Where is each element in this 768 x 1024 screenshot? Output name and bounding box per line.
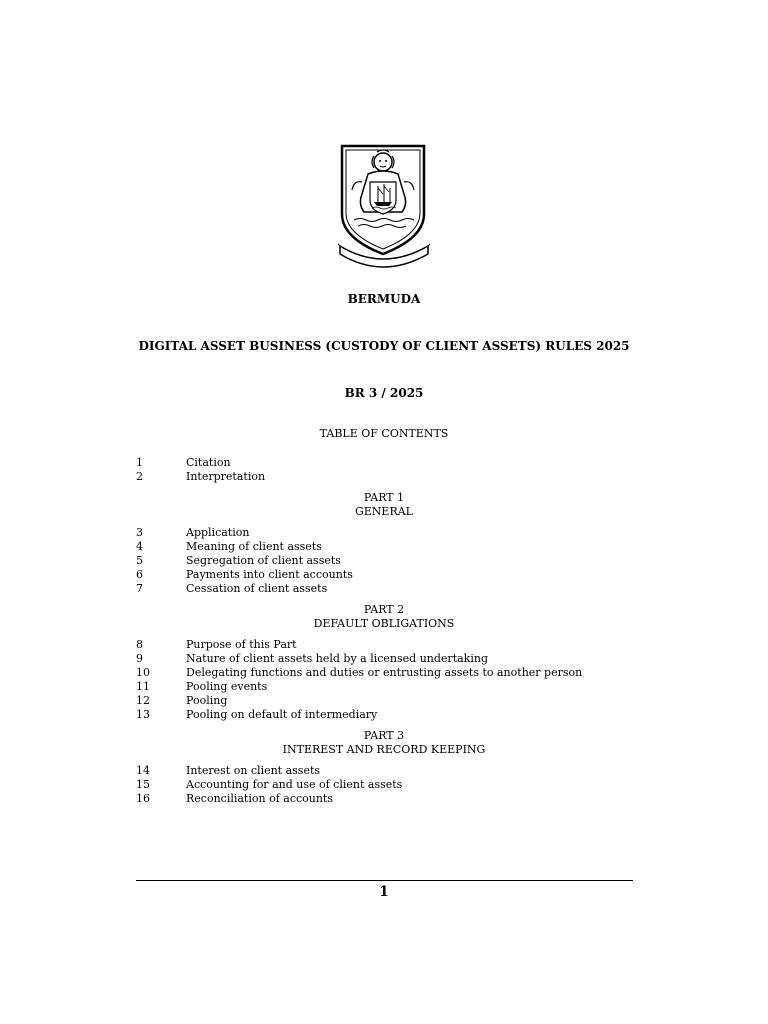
document-title: DIGITAL ASSET BUSINESS (CUSTODY OF CLIENT ASSETS) RULES 2025 [138, 339, 630, 353]
part-2-name: DEFAULT OBLIGATIONS [313, 617, 455, 630]
toc-entry-number: 13 [136, 708, 150, 721]
toc-entry-title: Accounting for and use of client assets [186, 778, 403, 791]
toc-entry-number: 7 [136, 582, 143, 595]
toc-entry-title: Segregation of client assets [186, 554, 341, 567]
toc-entry-title: Pooling [186, 694, 228, 707]
toc-entry-number: 12 [136, 694, 150, 707]
bermuda-coat-of-arms-icon [338, 142, 430, 268]
part-1-name: GENERAL [354, 505, 413, 518]
toc-entry-title: Meaning of client assets [186, 540, 322, 553]
toc-entry-number: 16 [136, 792, 150, 805]
toc-entry[interactable] [0, 666, 768, 680]
toc-entry-number: 8 [136, 638, 143, 651]
part-1-label: PART 1 [363, 491, 405, 504]
toc-entry-number: 14 [136, 764, 150, 777]
toc-entry[interactable] [0, 708, 768, 722]
toc-entry[interactable] [0, 680, 768, 694]
toc-entry-number: 9 [136, 652, 143, 665]
country-name: BERMUDA [347, 292, 421, 306]
toc-entry-number: 3 [136, 526, 143, 539]
part-3-label: PART 3 [363, 729, 405, 742]
toc-entry-title: Application [186, 526, 250, 539]
toc-entry[interactable] [0, 764, 768, 778]
toc-entry-number: 10 [136, 666, 150, 679]
toc-entry[interactable] [0, 582, 768, 596]
page-number: 1 [379, 884, 389, 900]
toc-entry[interactable] [0, 638, 768, 652]
toc-entry-number: 4 [136, 540, 143, 553]
statutory-reference: BR 3 / 2025 [344, 386, 424, 400]
toc-entry[interactable] [0, 694, 768, 708]
toc-entry-title: Payments into client accounts [186, 568, 353, 581]
table-of-contents-heading: TABLE OF CONTENTS [319, 427, 449, 440]
toc-entry-number: 15 [136, 778, 150, 791]
toc-entry[interactable] [0, 778, 768, 792]
toc-entry-number: 11 [136, 680, 150, 693]
toc-entry[interactable] [0, 792, 768, 806]
toc-entry-number: 6 [136, 568, 143, 581]
toc-entry-title: Cessation of client assets [186, 582, 328, 595]
footer-divider [136, 880, 633, 881]
toc-entry-title: Pooling events [186, 680, 268, 693]
part-3-name: INTEREST AND RECORD KEEPING [282, 743, 486, 756]
toc-entry-title: Citation [186, 456, 231, 469]
toc-entry-title: Interest on client assets [186, 764, 321, 777]
toc-entry[interactable] [0, 554, 768, 568]
toc-entry-title: Purpose of this Part [186, 638, 297, 651]
toc-entry-title: Interpretation [186, 470, 266, 483]
toc-entry[interactable] [0, 568, 768, 582]
toc-entry[interactable] [0, 652, 768, 666]
toc-entry-title: Nature of client assets held by a licensed undertaking [186, 652, 488, 665]
toc-entry-number: 5 [136, 554, 143, 567]
toc-entry[interactable] [0, 470, 768, 484]
toc-entry-title: Reconciliation of accounts [186, 792, 334, 805]
toc-entry[interactable] [0, 526, 768, 540]
toc-entry[interactable] [0, 456, 768, 470]
toc-entry-title: Pooling on default of intermediary [186, 708, 378, 721]
toc-entry[interactable] [0, 540, 768, 554]
toc-entry-number: 2 [136, 470, 143, 483]
toc-entry-number: 1 [136, 456, 143, 469]
toc-entry-title: Delegating functions and duties or entrusting assets to another person [186, 666, 583, 679]
part-2-label: PART 2 [363, 603, 405, 616]
